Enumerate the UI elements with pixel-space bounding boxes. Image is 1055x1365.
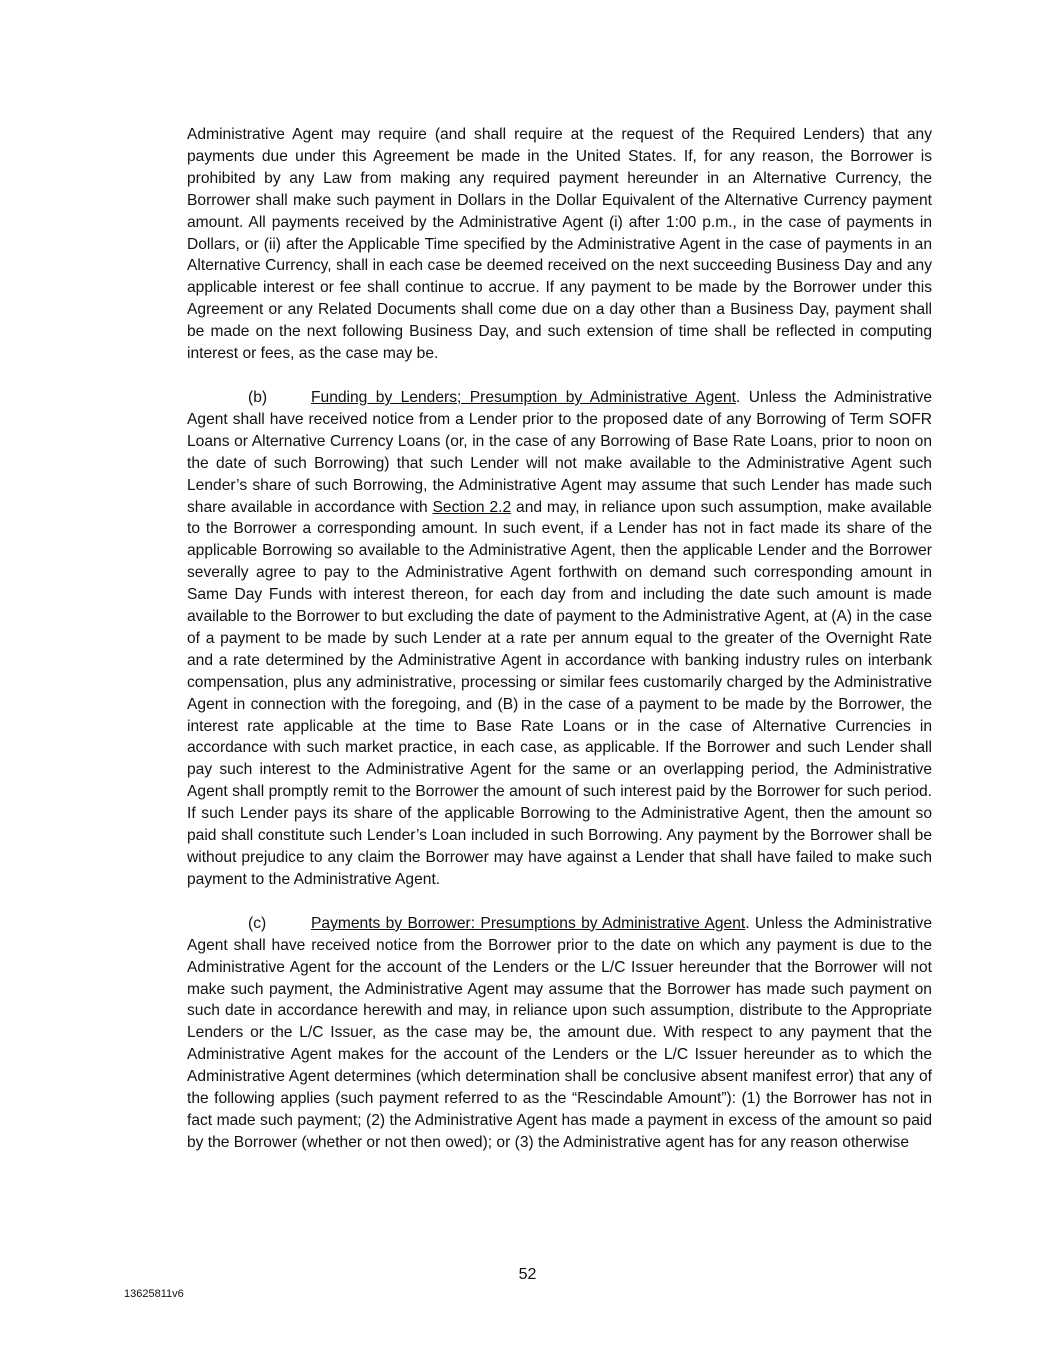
paragraph-gap xyxy=(187,365,932,387)
document-body xyxy=(187,124,932,1154)
clause-label-b: (b) xyxy=(248,388,268,406)
paragraph-a-continued: Administrative Agent may require (and shall require at the request of the Required Lenders) that any payments due under this Agreement be made in the United States. If, for any reason, the Borrower is prohibited by any Law from making any required payment hereunder in an Alternative Currency, the Borrower shall make such payment in Dollars in the Dollar Equivalent of the Alternative Currency payment amount. All payments received by the Administrative Agent (i) after 1:00 p.m., in the case of payments in Dollars, or (ii) after the Applicable Time specified by the Administrative Agent in the case of payments in an Alternative Currency, shall in each case be deemed received on the next succeeding Business Day and any applicable interest or fee shall continue to accrue. If any payment to be made by the Borrower under this Agreement or any Related Documents shall come due on a day other than a Business Day, payment shall be made on the next following Business Day, and such extension of time shall be reflected in computing interest or fees, as the case may be. xyxy=(187,126,932,363)
clause-label-c: (c) xyxy=(248,914,267,932)
clause-text-c: . Unless the Administrative Agent shall have received notice from the Borrower prior to the date on which any payment is due to the Administrative Agent for the account of the Lenders or the L/C Issuer hereunder that the Borrower will not make such payment, the Administrative Agent may assume that the Borrower has made such payment on such date in accordance herewith and may, in reliance upon such assumption, distribute to the Appropriate Lenders or the L/C Issuer, as the case may be, the amount due. With respect to any payment that the Administrative Agent makes for the account of the Lenders or the L/C Issuer hereunder as to which the Administrative Agent determines (which determination shall be conclusive absent manifest error) that any of the following applies (such payment referred to as the “Rescindable Amount”): (1) the Borrower has not in fact made such payment; (2) the Administrative Agent has made a payment in excess of the amount so paid by the Borrower (whether or not then owed); or (3) the Administrative agent has for any reason otherwise xyxy=(187,914,932,1151)
clause-heading-b: Funding by Lenders; Presumption by Administrative Agent xyxy=(311,388,736,406)
page-number: 52 xyxy=(518,1266,537,1283)
paragraph-c xyxy=(187,913,932,1154)
paragraph-gap xyxy=(187,891,932,913)
clause-text-b-1: . Unless the Administrative Agent shall have received notice from a Lender prior to the proposed date of any Borrowing of Term SOFR Loans or Alternative Currency Loans (or, in the case of any Borrowing of Base Rate Loans, prior to noon on the date of such Borrowing) that such Lender will not make available to the Administrative Agent such Lender’s share of such Borrowing, the Administrative Agent may assume that such Lender has made such share available in accordance with xyxy=(187,388,932,516)
paragraph-b xyxy=(187,387,932,891)
clause-text-b-2: and may, in reliance upon such assumption, make available to the Borrower a corresponding amount. In such event, if a Lender has not in fact made its share of the applicable Borrowing so available to the Administrative Agent, then the applicable Lender and the Borrower severally agree to pay to the Administrative Agent forthwith on demand such corresponding amount in Same Day Funds with interest thereon, for each day from and including the date such amount is made available to the Borrower to but excluding the date of payment to the Administrative Agent, at (A) in the case of a payment to be made by such Lender at a rate per annum equal to the greater of the Overnight Rate and a rate determined by the Administrative Agent in accordance with banking industry rules on interbank compensation, plus any administrative, processing or similar fees customarily charged by the Administrative Agent in connection with the foregoing, and (B) in the case of a payment to be made by the Borrower, the interest rate applicable at the time to Base Rate Loans or in the case of Alternative Currencies in accordance with such market practice, in each case, as applicable. If the Borrower and such Lender shall pay such interest to the Administrative Agent for the same or an overlapping period, the Administrative Agent shall promptly remit to the Borrower the amount of such interest paid by the Borrower for such period. If such Lender pays its share of the applicable Borrowing to the Administrative Agent, then the amount so paid shall constitute such Lender’s Loan included in such Borrowing. Any payment by the Borrower shall be without prejudice to any claim the Borrower may have against a Lender that shall have failed to make such payment to the Administrative Agent. xyxy=(187,498,932,888)
document-id: 13625811v6 xyxy=(124,1288,184,1300)
section-reference: Section 2.2 xyxy=(432,498,512,516)
clause-heading-c: Payments by Borrower: Presumptions by Administrative Agent xyxy=(311,914,746,932)
